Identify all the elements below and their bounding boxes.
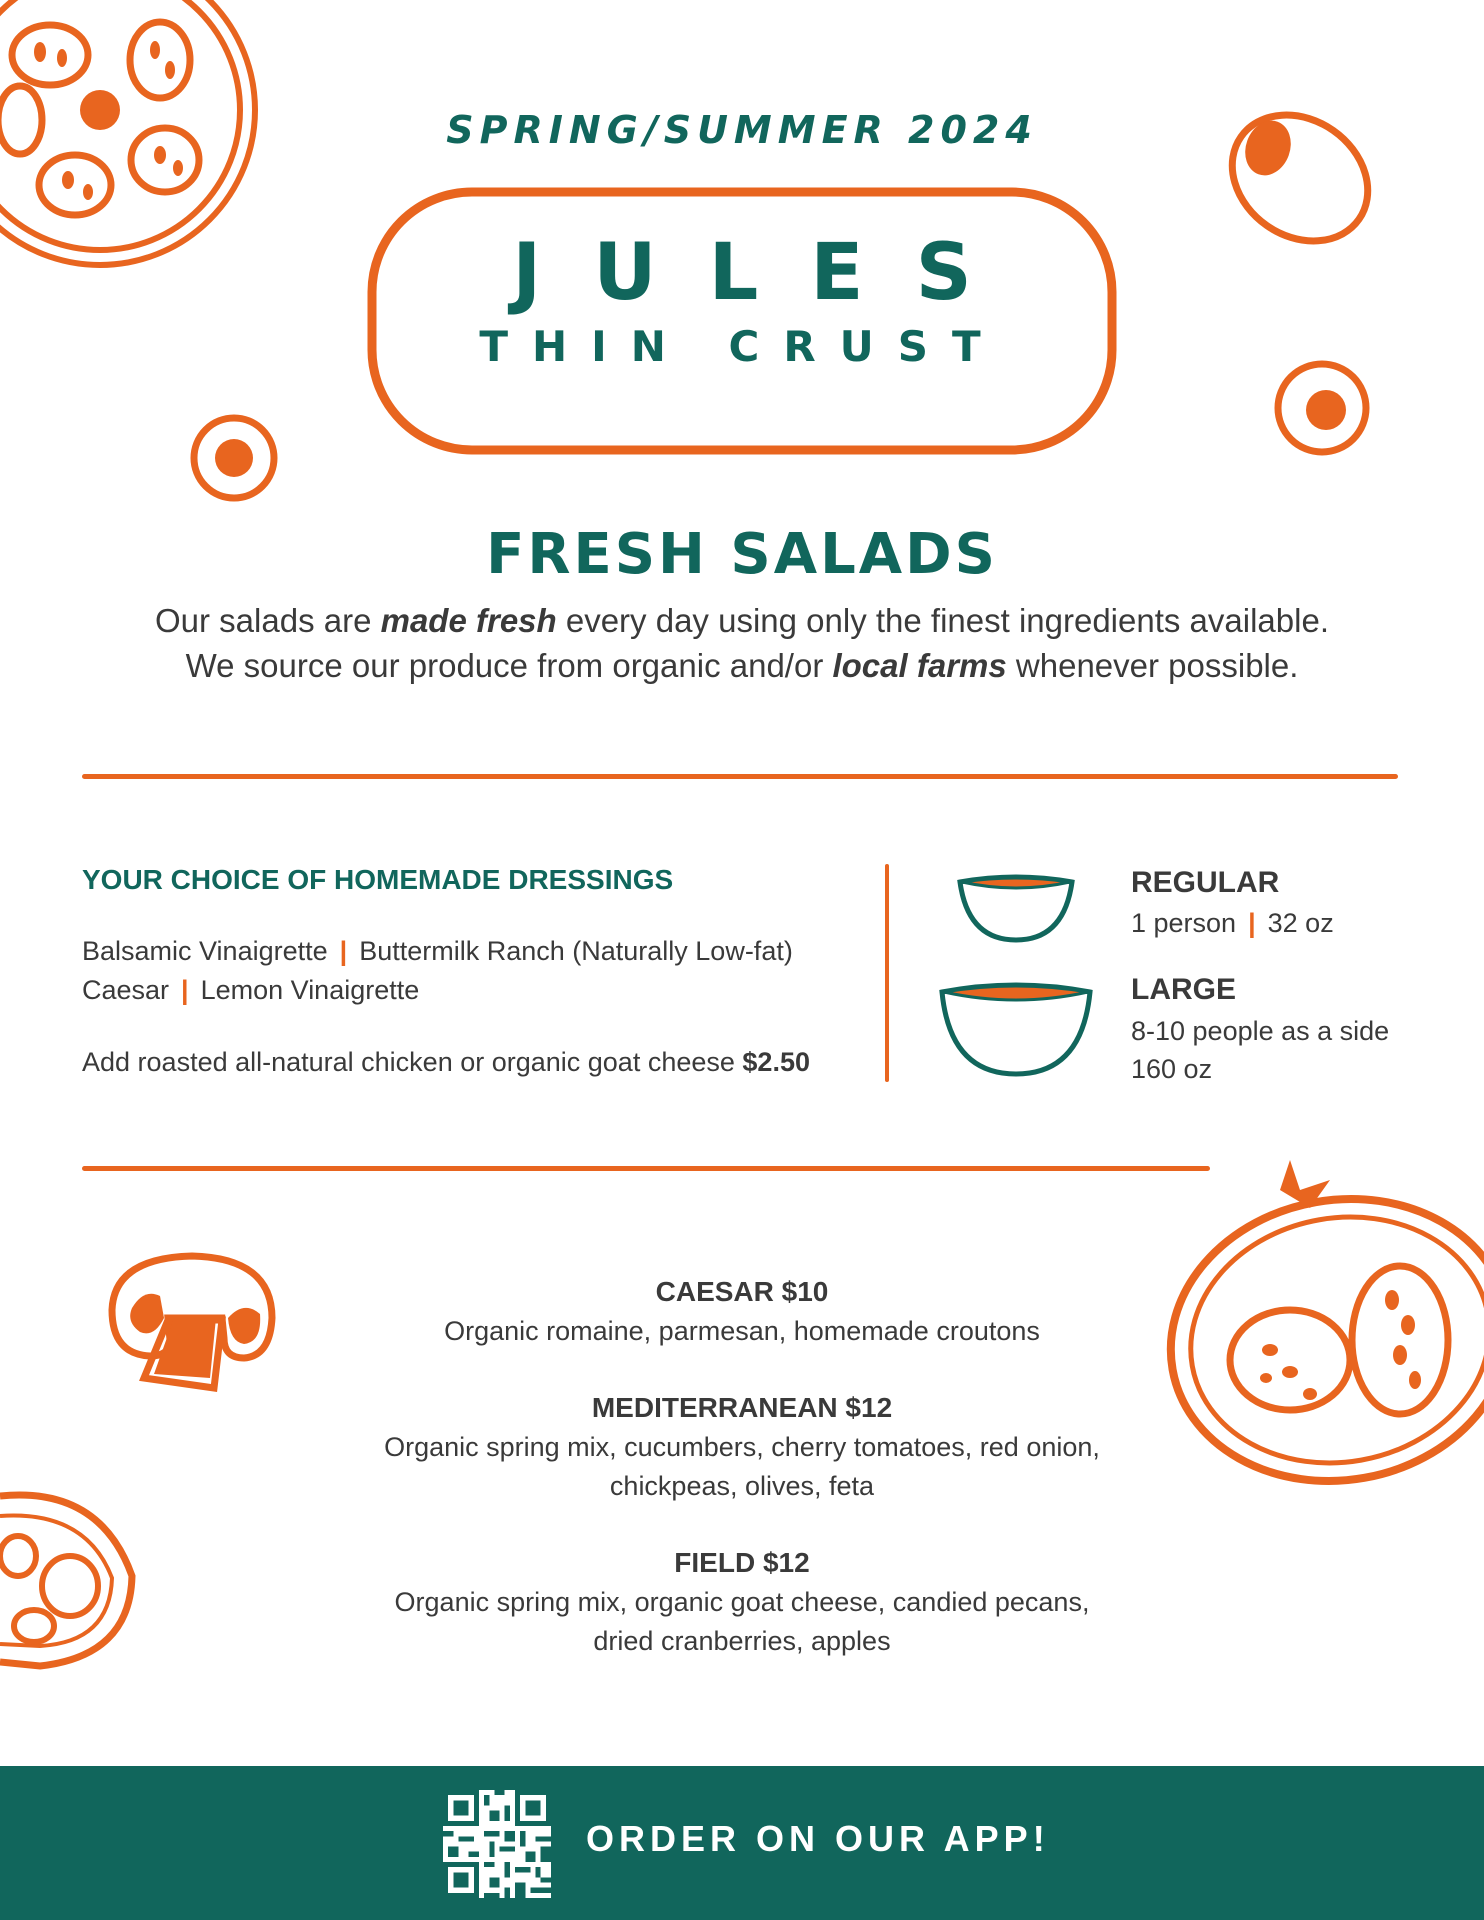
large-title: LARGE [1131,973,1236,1006]
olive-small-icon [1268,354,1378,464]
intro-text: Our salads are made fresh every day using only the finest ingredients available. We source our produce from organic and/or local farms whenever possible. [155,602,1329,684]
salad-desc: Organic spring mix, organic goat cheese, candied pecans, dried cranberries, apples [394,1587,1090,1656]
addon-text: Add roasted all-natural chicken or organic goat cheese $2.50 [82,1047,810,1077]
dressings-title: YOUR CHOICE OF HOMEMADE DRESSINGS [82,864,674,895]
salad-name: FIELD $12 [674,1547,810,1578]
salad-item [300,1276,1184,1351]
large-people: 8-10 people as a side [1131,1016,1390,1046]
brand-tagline: THIN CRUST [479,322,1005,371]
order-app-cta[interactable]: ORDER ON OUR APP! [586,1818,1050,1859]
addon-price: $2.50 [742,1047,810,1077]
salad-name: MEDITERRANEAN $12 [591,1392,893,1423]
tomato-half-icon [1160,1150,1484,1490]
olive-left-icon [186,410,286,510]
salad-name: CAESAR $10 [655,1276,829,1307]
tomato-slice-small-icon [0,1486,142,1676]
salad-desc: Organic spring mix, cucumbers, cherry tomatoes, red onion, chickpeas, olives, feta [384,1432,1100,1501]
logo-frame [366,186,1118,456]
regular-details: 1 person | 32 oz [1131,908,1334,938]
divider-top [82,774,1398,779]
vertical-divider [885,864,889,1082]
salad-desc: Organic romaine, parmesan, homemade croutons [444,1316,1040,1346]
divider-bottom [82,1166,1210,1171]
season-label: SPRING/SUMMER 2024 [446,108,1038,152]
dressings-row-1: Balsamic Vinaigrette | Buttermilk Ranch (Naturally Low-fat) [82,936,793,966]
bowl-large-icon [936,976,1096,1078]
dressings-row-2: Caesar | Lemon Vinaigrette [82,975,420,1005]
brand-name: JULES [512,228,1024,318]
bowl-small-icon [954,870,1078,944]
regular-title: REGULAR [1131,866,1280,899]
section-title: FRESH SALADS [486,522,998,587]
mushroom-icon [104,1248,280,1396]
salad-item [300,1547,1184,1661]
large-oz: 160 oz [1131,1054,1213,1084]
salad-item [300,1392,1184,1506]
qr-code-icon[interactable] [443,1790,551,1898]
